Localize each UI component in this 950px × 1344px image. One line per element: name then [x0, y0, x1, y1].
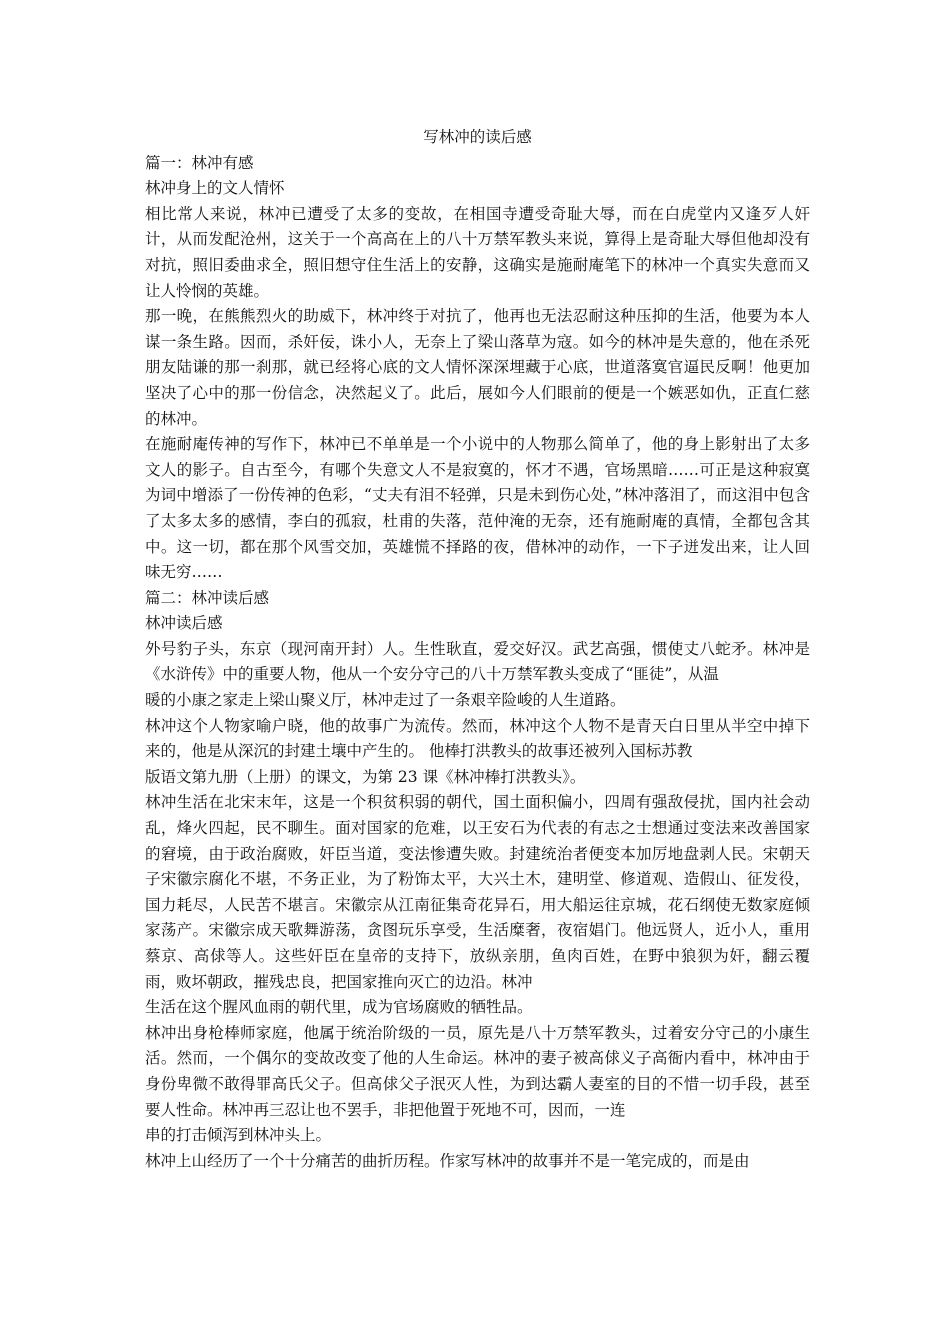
heading-part-two: 篇二：林冲读后感 [145, 588, 270, 607]
body-paragraph: 串的打击倾泻到林冲头上。 [145, 1126, 332, 1145]
subheading-part-two: 林冲读后感 [145, 614, 223, 633]
body-paragraph: 暖的小康之家走上梁山聚义厅，林冲走过了一条艰辛险峻的人生道路。 [145, 691, 626, 710]
body-paragraph: 生活在这个腥风血雨的朝代里，成为官场腐败的牺牲品。 [145, 998, 533, 1017]
body-paragraph: 那一晚，在熊熊烈火的助威下，林冲终于对抗了，他再也无法忍耐这种压抑的生活，他要为本人谋一条生路。因而，杀奸佞，诛小人，无奈上了梁山落草为寇。如今的林冲是失意的，他在杀死朋友陆谦的那一刹那，就已经将心底的文人情怀深深埋藏于心底，世道落寞官逼民反啊！他更加坚决了心中的那一份信念，决然起义了。此后，展如今人们眼前的便是一个嫉恶如仇，正直仁慈的林冲。 [145, 307, 810, 428]
body-paragraph: 相比常人来说，林冲已遭受了太多的变故，在相国寺遭受奇耻大辱，而在白虎堂内又逢歹人奸计，从而发配沧州，这关于一个高高在上的八十万禁军教头来说，算得上是奇耻大辱但他却没有对抗，照旧委曲求全，照旧想守住生活上的安静，这确实是施耐庵笔下的林冲一个真实失意而又让人怜悯的英雄。 [145, 204, 810, 300]
body-paragraph: 林冲出身枪棒师家庭，他属于统治阶级的一员，原先是八十万禁军教头，过着安分守己的小康生活。然而，一个偶尔的变故改变了他的人生命运。林冲的妻子被高俅义子高衙内看中，林冲由于身份卑微不敢得罪高氏父子。但高俅父子泯灭人性，为到达霸人妻室的目的不惜一切手段，甚至要人性命。林冲再三忍让也不罢手，非把他置于死地不可，因而，一连 [145, 1023, 810, 1119]
body-paragraph: 外号豹子头，东京（现河南开封）人。生性耿直，爱交好汉。武艺高强，惯使丈八蛇矛。林冲是《水浒传》中的重要人物，他从一个安分守己的八十万禁军教头变成了“匪徒”，从温 [145, 639, 810, 684]
subheading-part-one: 林冲身上的文人情怀 [145, 179, 285, 198]
body-paragraph: 林冲上山经历了一个十分痛苦的曲折历程。作家写林冲的故事并不是一笔完成的，而是由 [145, 1151, 750, 1170]
body-paragraph: 林冲生活在北宋末年，这是一个积贫积弱的朝代，国土面积偏小，四周有强敌侵扰，国内社会动乱，烽火四起，民不聊生。面对国家的危难，以王安石为代表的有志之士想通过变法来改善国家的窘境，由于政治腐败，奸臣当道，变法惨遭失败。封建统治者便变本加厉地盘剥人民。宋朝天子宋徽宗腐化不堪，不务正业，为了粉饰太平，大兴土木，建明堂、修道观、造假山、征发役，国力耗尽，人民苦不堪言。宋徽宗从江南征集奇花异石，用大船运往京城，花石纲使无数家庭倾家荡产。宋徽宗成天歌舞游荡，贪图玩乐享受，生活糜奢，夜宿娼门。他远贤人，近小人，重用蔡京、高俅等人。这些奸臣在皇帝的支持下，放纵亲朋，鱼肉百姓，在野中狼狈为奸，翻云覆雨，败坏朝政，摧残忠良，把国家推向灭亡的边沿。林冲 [145, 793, 810, 991]
body-paragraph: 版语文第九册（上册）的课文，为第 23 课《林冲棒打洪教头》。 [145, 767, 586, 786]
heading-part-one: 篇一：林冲有感 [145, 153, 254, 172]
document-body [145, 125, 810, 1174]
document-title: 写林冲的读后感 [423, 128, 532, 146]
body-paragraph: 在施耐庵传神的写作下，林冲已不单单是一个小说中的人物那么简单了，他的身上影射出了太多文人的影子。自古至今，有哪个失意文人不是寂寞的，怀才不遇，官场黑暗……可正是这种寂寞为词中增添了一份传神的色彩，“丈夫有泪不轻弹，只是未到伤心处，”林冲落泪了，而这泪中包含了太多太多的感情，李白的孤寂，杜甫的失落，范仲淹的无奈，还有施耐庵的真情，全都包含其中。这一切，都在那个风雪交加，英雄慌不择路的夜，借林冲的动作，一下子迸发出来，让人回味无穷…… [145, 435, 810, 582]
body-paragraph: 林冲这个人物家喻户晓，他的故事广为流传。然而，林冲这个人物不是青天白日里从半空中掉下来的，他是从深沉的封建土壤中产生的。 他棒打洪教头的故事还被列入国标苏教 [145, 716, 810, 761]
